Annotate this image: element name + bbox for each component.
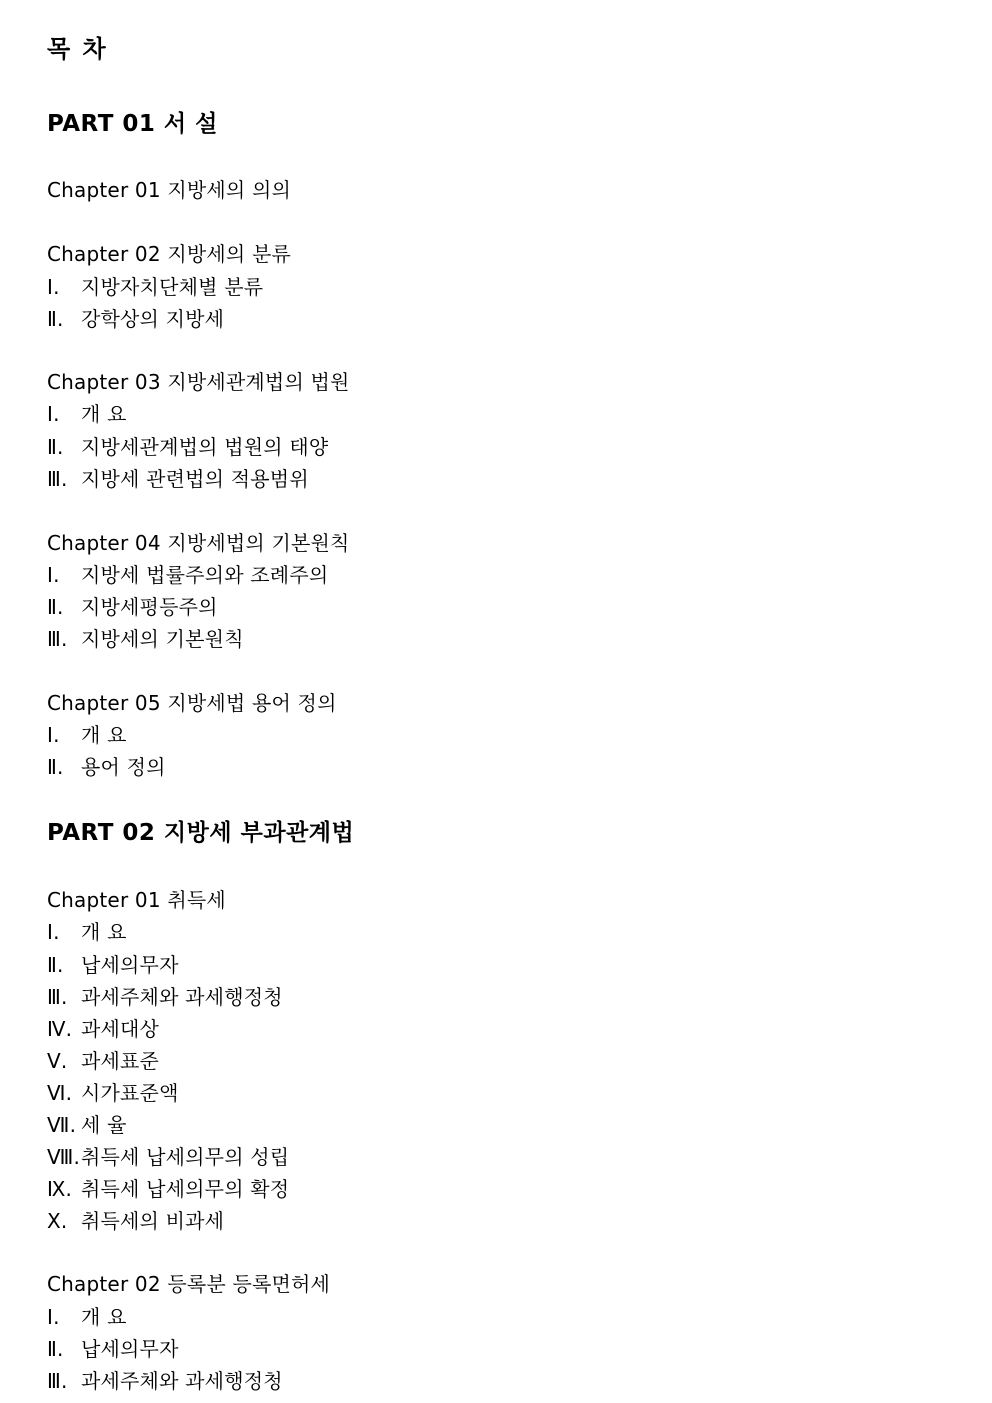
item-text: 지방세관계법의 법원의 태양: [81, 435, 329, 459]
item-number: Ⅱ.: [47, 307, 64, 331]
list-item: [47, 1019, 159, 1039]
item-number: Ⅰ.: [47, 723, 60, 747]
list-item: [47, 1339, 179, 1359]
chapter-heading: Chapter 03 지방세관계법의 법원: [47, 370, 350, 394]
item-text: 개 요: [81, 1305, 127, 1329]
chapter-heading: Chapter 05 지방세법 용어 정의: [47, 691, 337, 715]
item-number: Ⅷ.: [47, 1145, 81, 1169]
item-text: 납세의무자: [81, 953, 179, 977]
list-item: [47, 1307, 127, 1327]
item-number: Ⅲ.: [47, 467, 68, 491]
item-number: Ⅰ.: [47, 1305, 60, 1329]
item-text: 과세대상: [81, 1017, 160, 1041]
item-text: 지방세 법률주의와 조례주의: [81, 563, 329, 587]
item-text: 납세의무자: [81, 1337, 179, 1361]
chapter-heading: Chapter 01 취득세: [47, 888, 226, 912]
list-item: [47, 757, 166, 777]
list-item: [47, 277, 263, 297]
list-item: [47, 1115, 127, 1135]
list-item: [47, 309, 224, 329]
list-item: [47, 922, 127, 942]
item-number: Ⅰ.: [47, 920, 60, 944]
list-item: [47, 469, 309, 489]
chapter-heading: Chapter 04 지방세법의 기본원칙: [47, 531, 350, 555]
list-item: [47, 629, 244, 649]
list-item: [47, 725, 127, 745]
item-text: 취득세 납세의무의 성립: [81, 1145, 290, 1169]
item-text: 시가표준액: [81, 1081, 179, 1105]
list-item: [47, 437, 328, 457]
item-text: 과세주체와 과세행정청: [81, 985, 283, 1009]
item-number: Ⅱ.: [47, 595, 64, 619]
list-item: [47, 1211, 224, 1231]
item-number: Ⅵ.: [47, 1081, 73, 1105]
item-text: 지방자치단체별 분류: [81, 275, 264, 299]
list-item: [47, 1083, 179, 1103]
item-text: 세 율: [81, 1113, 127, 1137]
item-number: Ⅲ.: [47, 985, 68, 1009]
chapter-heading: Chapter 02 등록분 등록면허세: [47, 1272, 331, 1296]
item-text: 개 요: [81, 920, 127, 944]
item-text: 용어 정의: [81, 755, 166, 779]
item-text: 지방세의 기본원칙: [81, 627, 244, 651]
item-text: 취득세의 비과세: [81, 1209, 225, 1233]
item-number: Ⅱ.: [47, 435, 64, 459]
item-text: 강학상의 지방세: [81, 307, 225, 331]
item-number: Ⅰ.: [47, 402, 60, 426]
item-text: 취득세 납세의무의 확정: [81, 1177, 290, 1201]
item-number: Ⅱ.: [47, 953, 64, 977]
item-text: 지방세평등주의: [81, 595, 218, 619]
item-number: Ⅹ.: [47, 1209, 68, 1233]
item-text: 개 요: [81, 402, 127, 426]
item-number: Ⅲ.: [47, 1369, 68, 1393]
part-heading: PART 01 서 설: [47, 111, 218, 137]
list-item: [47, 1179, 289, 1199]
item-number: Ⅰ.: [47, 275, 60, 299]
chapter-heading: Chapter 02 지방세의 분류: [47, 242, 292, 266]
list-item: [47, 955, 179, 975]
item-number: Ⅸ.: [47, 1177, 73, 1201]
item-text: 지방세 관련법의 적용범위: [81, 467, 309, 491]
list-item: [47, 987, 283, 1007]
item-number: Ⅱ.: [47, 755, 64, 779]
item-text: 개 요: [81, 723, 127, 747]
chapter-heading: Chapter 01 지방세의 의의: [47, 178, 292, 202]
item-text: 과세표준: [81, 1049, 160, 1073]
item-number: Ⅶ.: [47, 1113, 77, 1137]
item-number: Ⅱ.: [47, 1337, 64, 1361]
item-number: Ⅴ.: [47, 1049, 68, 1073]
list-item: [47, 565, 328, 585]
item-number: Ⅰ.: [47, 563, 60, 587]
list-item: [47, 1147, 289, 1167]
item-text: 과세주체와 과세행정청: [81, 1369, 283, 1393]
list-item: [47, 597, 218, 617]
list-item: [47, 1051, 159, 1071]
item-number: Ⅳ.: [47, 1017, 73, 1041]
list-item: [47, 404, 127, 424]
page-title: 목 차: [47, 35, 108, 63]
list-item: [47, 1371, 283, 1391]
item-number: Ⅲ.: [47, 627, 68, 651]
part-heading: PART 02 지방세 부과관계법: [47, 820, 355, 846]
